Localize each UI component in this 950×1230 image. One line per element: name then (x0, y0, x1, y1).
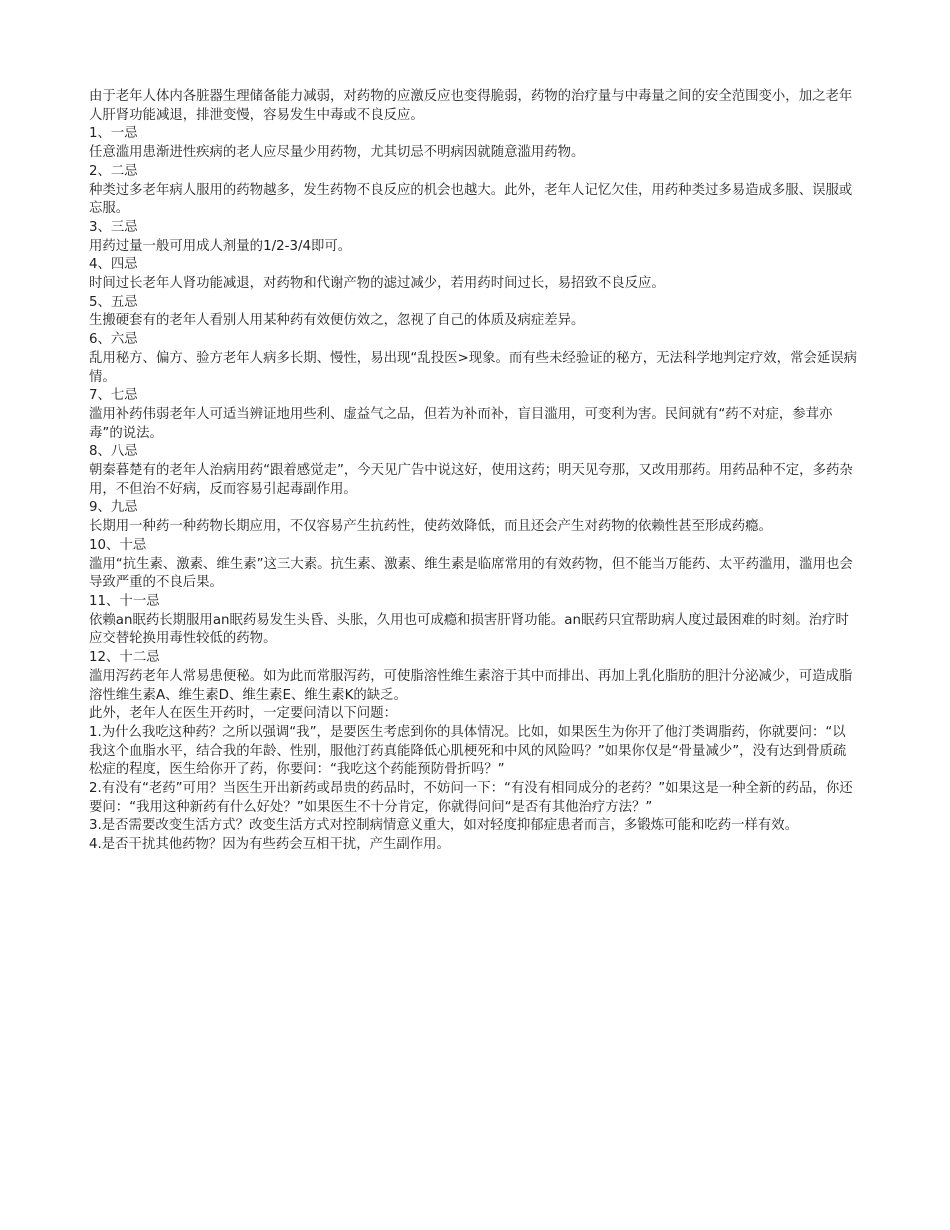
taboo-text-11: 依赖an眠药长期服用an眠药易发生头昏、头胀，久用也可成瘾和损害肝肾功能。an眠药只宜帮助病人度过最困难的时刻。治疗时应交替轮换用毒性较低的药物。 (89, 612, 849, 647)
taboo-heading-9: 9、九忌 (89, 500, 138, 516)
taboo-heading-2: 2、二忌 (89, 163, 138, 179)
taboo-heading-12: 12、十二忌 (89, 650, 160, 666)
taboo-heading-1: 1、一忌 (89, 126, 138, 142)
taboo-text-8: 朝秦暮楚有的老年人治病用药“跟着感觉走”，今天见广告中说这好，使用这药；明天见夸那，又改用那药。用药品种不定，多药杂用，不但治不好病，反而容易引起毒副作用。 (89, 463, 853, 497)
taboo-heading-6: 6、六忌 (89, 332, 138, 348)
taboo-text-1: 任意滥用患渐进性疾病的老人应尽量少用药物，尤其切忌不明病因就随意滥用药物。 (89, 145, 585, 161)
taboo-text-5: 生搬硬套有的老年人看别人用某种药有效便仿效之，忽视了自己的体质及病症差异。 (89, 313, 585, 329)
taboo-text-10: 滥用“抗生素、激素、维生素”这三大素。抗生素、激素、维生素是临席常用的有效药物，但不能当万能药、太平药滥用，滥用也会导致严重的不良后果。 (89, 556, 853, 591)
taboo-text-4: 时间过长老年人肾功能减退，对药物和代谢产物的滤过减少，若用药时间过长，易招致不良反应。 (89, 276, 665, 292)
taboo-heading-7: 7、七忌 (89, 388, 138, 404)
taboo-text-6: 乱用秘方、偏方、验方老年人病多长期、慢性，易出现“乱投医>现象。而有些未经验证的秘方，无法科学地判定疗效，常会延误病情。 (89, 350, 858, 385)
question-1: 1.为什么我吃这种药？之所以强调“我”，是要医生考虑到你的具体情况。比如，如果医生为你开了他汀类调脂药，你就要问：“以我这个血脂水平，结合我的年龄、性别，服他汀药真能降低心肌梗死和中风的风险吗？”如果你仅是“骨量减少”，没有达到骨质疏松症的程度，医生给你开了药，你要问：“我吃这个药能预防骨折吗？” (89, 724, 847, 778)
taboo-text-3: 用药过量一般可用成人剂量的1/2-3/4即可。 (89, 238, 352, 254)
taboo-text-9: 长期用一种药一种药物长期应用，不仅容易产生抗药性，使药效降低，而且还会产生对药物的依赖性甚至形成药瘾。 (89, 519, 772, 535)
taboo-heading-10: 10、十忌 (89, 537, 147, 553)
question-4: 4.是否干扰其他药物？因为有些药会互相干扰，产生副作用。 (89, 837, 450, 853)
taboo-heading-3: 3、三忌 (89, 219, 138, 235)
taboo-heading-5: 5、五忌 (89, 294, 138, 310)
taboo-text-12: 滥用泻药老年人常易患便秘。如为此而常服泻药，可使脂溶性维生素溶于其中而排出、再加上乳化脂肪的胆汁分泌减少，可造成脂溶性维生素A、维生素D、维生素E、维生素K的缺乏。 (89, 668, 853, 703)
question-3: 3.是否需要改变生活方式？改变生活方式对控制病情意义重大，如对轻度抑郁症患者而言，多锻炼可能和吃药一样有效。 (89, 818, 799, 834)
taboo-text-7: 滥用补药伟弱老年人可适当辨证地用些利、虚益气之品，但若为补而补，盲目滥用，可变利为害。民间就有“药不对症，参茸亦毒”的说法。 (89, 406, 833, 441)
taboo-heading-8: 8、八忌 (89, 444, 138, 460)
question-2: 2.有没有“老药”可用？当医生开出新药或昂贵的药品时，不妨问一下：“有没有相同成分的老药？”如果这是一种全新的药品，你还要问：“我用这种新药有什么好处？”如果医生不十分肯定，你就得问问“是否有其他治疗方法？” (89, 781, 853, 815)
taboo-text-2: 种类过多老年病人服用的药物越多，发生药物不良反应的机会也越大。此外，老年人记忆欠佳，用药种类过多易造成多服、误服或忘服。 (89, 182, 853, 217)
intro-paragraph: 由于老年人体内各脏器生理储备能力减弱，对药物的应激反应也变得脆弱，药物的治疗量与中毒量之间的安全范围变小，加之老年人肝肾功能减退，排泄变慢，容易发生中毒或不良反应。 (89, 89, 853, 123)
taboo-heading-11: 11、十一忌 (89, 593, 160, 609)
questions-intro: 此外，老年人在医生开药时，一定要问清以下问题： (89, 706, 397, 722)
taboo-heading-4: 4、四忌 (89, 257, 138, 273)
